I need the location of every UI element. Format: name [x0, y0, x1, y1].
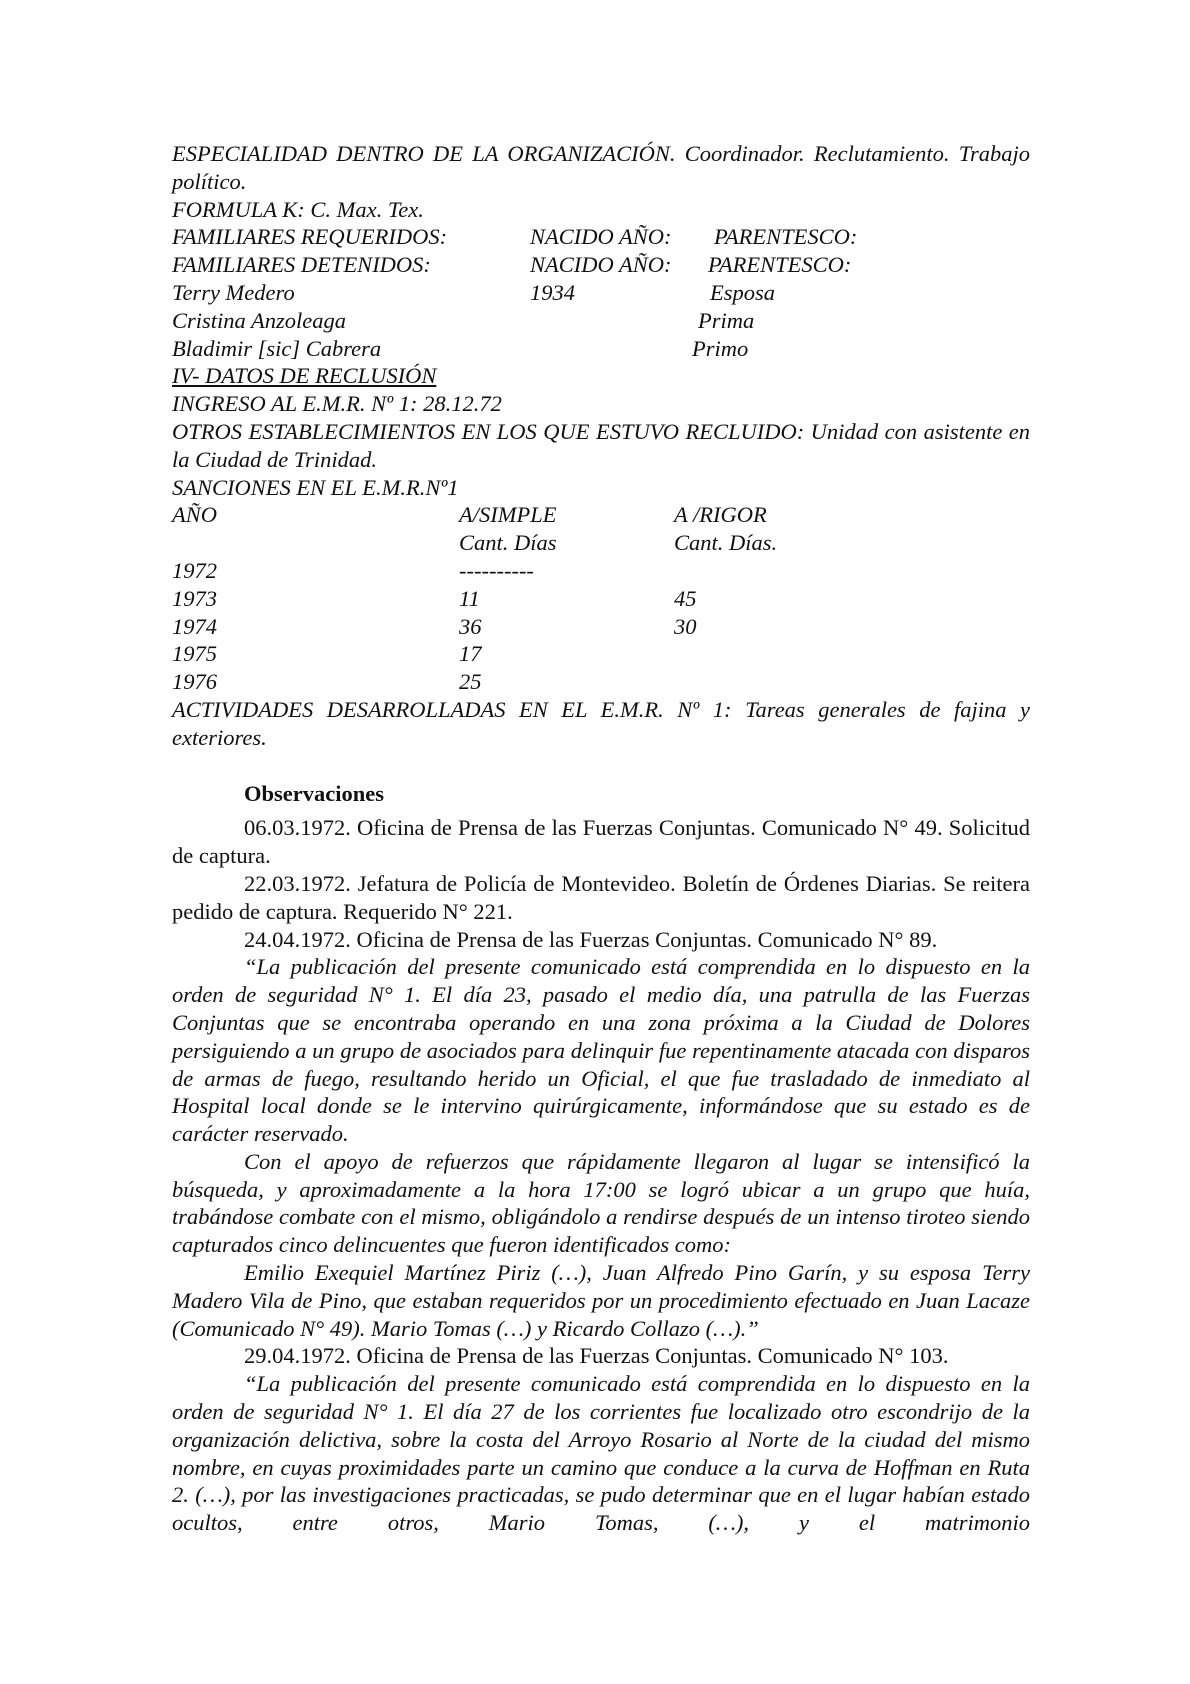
familiar-relation: Prima	[698, 307, 755, 333]
observacion-paragraph: 29.04.1972. Oficina de Prensa de las Fuerzas Conjuntas. Comunicado N° 103.	[244, 1343, 949, 1369]
familiar-year: 1934	[530, 279, 575, 305]
quote-paragraph: “La publicación del presente comunicado está comprendida en lo dispuesto en la orden de seguridad N° 1. El día 27 de los corrientes fue localizado otro escondrijo de la organización delictiva, sobre la costa del Arroyo Rosario al Norte de la ciudad del mismo nombre, en cuyas proximidades parte un camino que conduce a la curva de Hoffman en Ruta 2. (…), por las investigaciones practicadas, se pudo determinar que en el lugar habían estado ocultos, entre otros, Mario Tomas, (…), y el matrimonio	[172, 1371, 1030, 1536]
familiar-relation: Esposa	[710, 279, 776, 305]
otros-establecimientos-line: OTROS ESTABLECIMIENTOS EN LOS QUE ESTUVO RECLUIDO: Unidad con asistente en la Ciudad de Trinidad.	[172, 418, 1030, 472]
table-row	[172, 585, 1030, 613]
col-rigor-header: A /RIGOR	[674, 502, 767, 528]
cell-rigor: 45	[674, 585, 697, 611]
cell-simple: 36	[459, 613, 482, 639]
observacion-paragraph: 22.03.1972. Jefatura de Policía de Montevideo. Boletín de Órdenes Diarias. Se reitera pedido de captura. Requerido N° 221.	[172, 870, 1030, 924]
quote-paragraph: “La publicación del presente comunicado está comprendida en lo dispuesto en la orden de seguridad N° 1. El día 23, pasado el medio día, una patrulla de las Fuerzas Conjuntas que se encontraba operando en una zona próxima a la Ciudad de Dolores persiguiendo a un grupo de asociados para delinquir fue repentinamente atacada con disparos de armas de fuego, resultando herido un Oficial, el que fue trasladado de inmediato al Hospital local donde se le intervino quirúrgicamente, informándose que su estado es de carácter reservado.	[172, 954, 1030, 1147]
sanciones-heading: SANCIONES EN EL E.M.R.Nº1	[172, 474, 459, 500]
sanciones-table-header	[172, 501, 1030, 529]
parentesco-label: PARENTESCO:	[708, 252, 852, 278]
cell-simple: 11	[459, 585, 480, 611]
table-row	[172, 613, 1030, 641]
actividades-line: ACTIVIDADES DESARROLLADAS EN EL E.M.R. Nº 1: Tareas generales de fajina y exteriores.	[172, 696, 1030, 750]
observacion-paragraph: 24.04.1972. Oficina de Prensa de las Fuerzas Conjuntas. Comunicado N° 89.	[244, 926, 938, 952]
cell-year: 1973	[172, 585, 217, 611]
familiares-detenidos-row	[172, 251, 1030, 279]
cell-year: 1974	[172, 613, 217, 639]
table-row	[172, 557, 1030, 585]
cell-simple: ----------	[459, 557, 534, 583]
ingreso-line: INGRESO AL E.M.R. Nº 1: 28.12.72	[172, 391, 502, 417]
cell-year: 1976	[172, 669, 217, 695]
col-simple-header: A/SIMPLE	[459, 502, 557, 528]
cell-year: 1972	[172, 557, 217, 583]
sanciones-table-subheader	[172, 529, 1030, 557]
familiar-name: Terry Medero	[172, 279, 295, 305]
document-page	[172, 140, 1030, 1537]
table-row	[172, 668, 1030, 696]
col-rigor-subheader: Cant. Días.	[674, 530, 778, 556]
familiares-requeridos-label: FAMILIARES REQUERIDOS:	[172, 224, 448, 250]
familiares-requeridos-row	[172, 223, 1030, 251]
cell-rigor: 30	[674, 613, 697, 639]
parentesco-label: PARENTESCO:	[714, 224, 858, 250]
observacion-paragraph: 06.03.1972. Oficina de Prensa de las Fuerzas Conjuntas. Comunicado N° 49. Solicitud de captura.	[172, 815, 1030, 869]
cell-simple: 17	[459, 641, 482, 667]
section-heading-reclusion: IV- DATOS DE RECLUSIÓN	[172, 363, 437, 389]
table-row	[172, 640, 1030, 668]
cell-year: 1975	[172, 641, 217, 667]
quote-paragraph: Con el apoyo de refuerzos que rápidamente llegaron al lugar se intensificó la búsqueda, y aproximadamente a la hora 17:00 se logró ubicar a un grupo que huía, trabándose combate con el mismo, obligándolo a rendirse después de un intenso tiroteo siendo capturados cinco delincuentes que fueron identificados como:	[172, 1148, 1030, 1258]
especialidad-line: ESPECIALIDAD DENTRO DE LA ORGANIZACIÓN. Coordinador. Reclutamiento. Trabajo político.	[172, 141, 1030, 194]
col-year-header: AÑO	[172, 502, 217, 528]
observaciones-heading: Observaciones	[244, 780, 384, 806]
familiar-relation: Primo	[692, 335, 749, 361]
familiares-detenidos-label: FAMILIARES DETENIDOS:	[172, 252, 431, 278]
nacido-label: NACIDO AÑO:	[530, 252, 672, 278]
familiar-row	[172, 279, 1030, 307]
familiar-row	[172, 307, 1030, 335]
familiar-name: Cristina Anzoleaga	[172, 307, 346, 333]
quote-paragraph: Emilio Exequiel Martínez Piriz (…), Juan Alfredo Pino Garín, y su esposa Terry Madero Vila de Pino, que estaban requeridos por un procedimiento efectuado en Juan Lacaze (Comunicado N° 49). Mario Tomas (…) y Ricardo Collazo (…).”	[172, 1260, 1030, 1341]
familiar-row	[172, 335, 1030, 363]
nacido-label: NACIDO AÑO:	[530, 224, 672, 250]
cell-simple: 25	[459, 669, 482, 695]
formula-line: FORMULA K: C. Max. Tex.	[172, 196, 424, 222]
familiar-name: Bladimir [sic] Cabrera	[172, 335, 382, 361]
col-simple-subheader: Cant. Días	[459, 530, 557, 556]
